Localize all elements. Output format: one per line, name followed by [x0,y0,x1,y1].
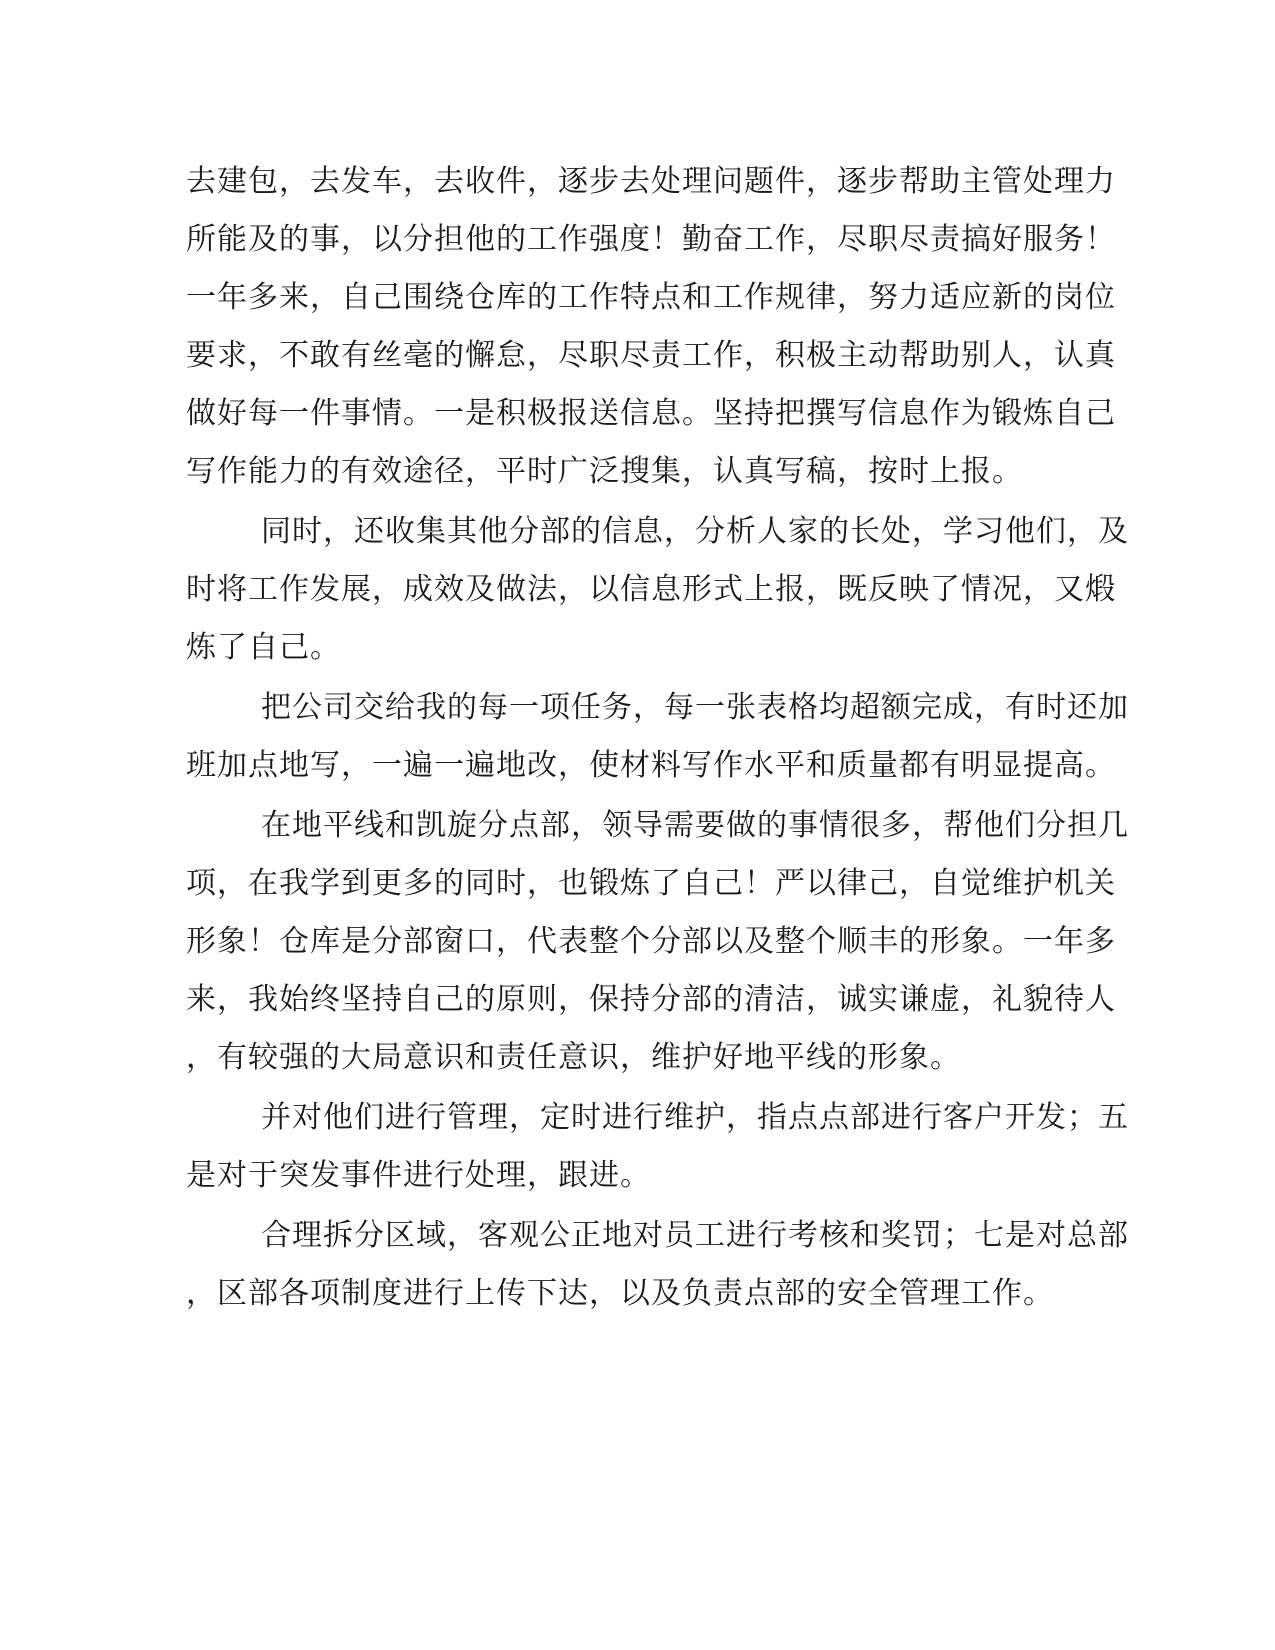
text-line: 所能及的事，以分担他的工作强度！勤奋工作，尽职尽责搞好服务！ [186,222,1116,257]
text-line: 项，在我学到更多的同时，也锻炼了自己！严以律己，自觉维护机关 [186,866,1116,901]
text-line: 写作能力的有效途径，平时广泛搜集，认真写稿，按时上报。 [186,454,1023,489]
text-line: 一年多来，自己围绕仓库的工作特点和工作规律，努力适应新的岗位 [186,280,1116,315]
text-line: 班加点地写，一遍一遍地改，使材料写作水平和质量都有明显提高。 [186,748,1116,783]
text-line: 形象！仓库是分部窗口，代表整个分部以及整个顺丰的形象。一年多 [186,924,1116,959]
text-line: 炼了自己。 [186,630,341,665]
paragraph-first-line: 同时，还收集其他分部的信息，分析人家的长处，学习他们，及 [261,514,1129,549]
text-line: 是对于突发事件进行处理，跟进。 [186,1158,651,1193]
text-line: 来，我始终坚持自己的原则，保持分部的清洁，诚实谦虚，礼貌待人 [186,982,1116,1017]
text-line: ，有较强的大局意识和责任意识，维护好地平线的形象。 [186,1040,961,1075]
text-line: 要求，不敢有丝毫的懈怠，尽职尽责工作，积极主动帮助别人，认真 [186,338,1116,373]
paragraph-first-line: 把公司交给我的每一项任务，每一张表格均超额完成，有时还加 [261,690,1129,725]
paragraph-first-line: 并对他们进行管理，定时进行维护，指点点部进行客户开发；五 [261,1100,1129,1135]
paragraph-first-line: 合理拆分区域，客观公正地对员工进行考核和奖罚；七是对总部 [261,1218,1129,1253]
text-line: ，区部各项制度进行上传下达，以及负责点部的安全管理工作。 [186,1276,1054,1311]
text-line: 时将工作发展，成效及做法，以信息形式上报，既反映了情况，又煅 [186,572,1116,607]
text-line: 做好每一件事情。一是积极报送信息。坚持把撰写信息作为锻炼自己 [186,396,1116,431]
paragraph-first-line: 在地平线和凯旋分点部，领导需要做的事情很多，帮他们分担几 [261,808,1129,843]
text-line: 去建包，去发车，去收件，逐步去处理问题件，逐步帮助主管处理力 [186,164,1116,199]
